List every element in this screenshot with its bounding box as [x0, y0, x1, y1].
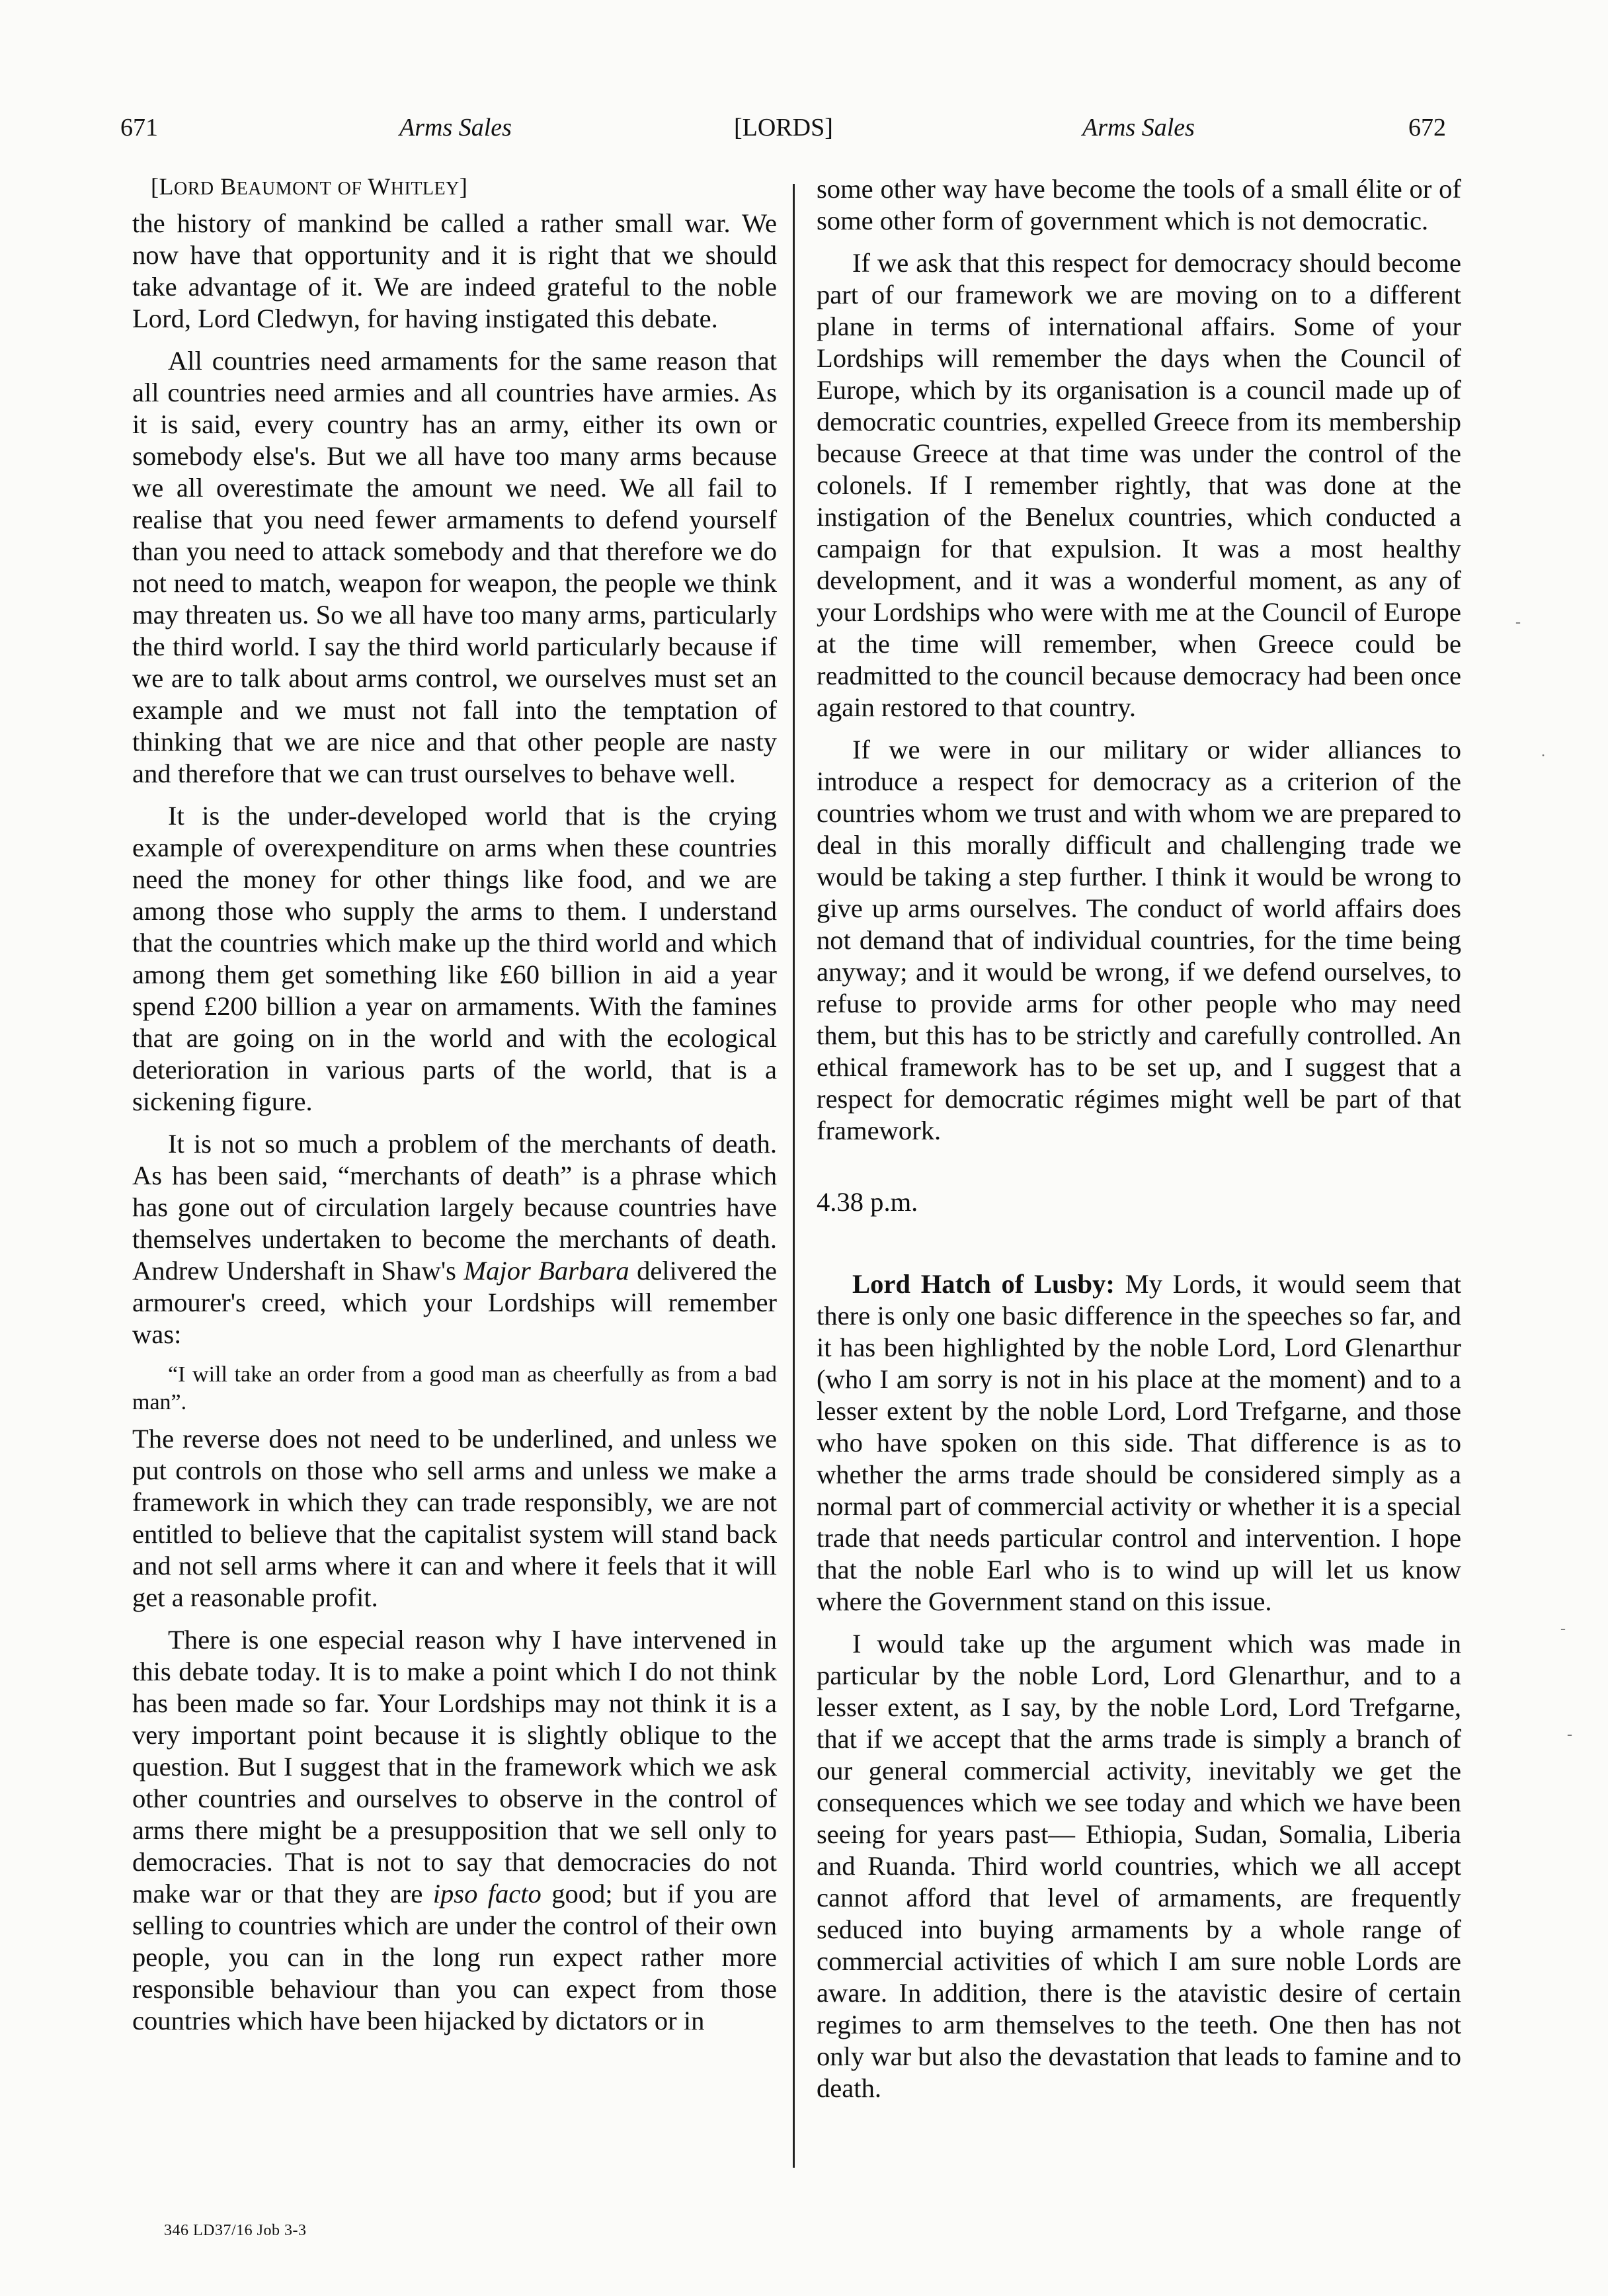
time-stamp: 4.38 p.m.: [817, 1187, 918, 1217]
left-column: [132, 173, 777, 2047]
book-title: Major Barbara: [463, 1256, 629, 1286]
paragraph: It is not so much a problem of the merchants of death. As has been said, “merchants of death” is a phrase which has gone out of circulation largely because countries have themselves undertaken to become the merchants of death. Andrew Undershaft in Shaw's Major Barbara delivered the armourer's creed, which your Lordships will remember was:: [132, 1129, 777, 1349]
paragraph: the history of mankind be called a rather small war. We now have that opportunity and it is right that we should take advantage of it. We are indeed grateful to the noble Lord, Lord Cledwyn, for having instigated this debate.: [132, 208, 777, 333]
paragraph: I would take up the argument which was made in particular by the noble Lord, Lord Glenarthur, and to a lesser extent, as I say, by the noble Lord, Lord Trefgarne, that if we accept that the arms trade is simply a branch of our general commercial activity, inevitably we get the consequences which we see today and which we have been seeing for years past— Ethiopia, Sudan, Somalia, Liberia and Ruanda. Third world countries, which we all accept cannot afford that level of armaments, are frequently seduced into buying armaments by a whole range of commercial activities of which I am sure noble Lords are aware. In addition, there is the atavistic desire of certain regimes to arm themselves to the teeth. One then has not only war but also the devastation that leads to famine and to death.: [817, 1629, 1461, 2103]
paragraph: All countries need armaments for the same reason that all countries need armies and all countries have armies. As it is said, every country has an army, either its own or somebody else's. But we all have too many arms because we all overestimate the amount we need. We all fail to realise that you need fewer armaments to defend yourself than you need to attack somebody and that therefore we do not need to match, weapon for weapon, the people we think may threaten us. So we all have too many arms, particularly the third world. I say the third world particularly because if we are to talk about arms control, we ourselves must set an example and we must not fall into the temptation of thinking that we are nice and that other people are nasty and therefore that we can trust ourselves to behave well.: [132, 346, 777, 788]
paragraph: If we were in our military or wider alliances to introduce a respect for democracy as a criterion of the countries whom we trust and with whom we are prepared to deal in this morally difficult and challenging trade we would be taking a step further. I think it would be wrong to give up arms ourselves. The conduct of world affairs does not demand that of individual countries, for the time being anyway; and it would be wrong, if we defend ourselves, to refuse to provide arms for other people who may need them, but this has to be strictly and carefully controlled. An ethical framework has to be set up, and I suggest that a respect for democratic régimes might well be part of that framework.: [817, 735, 1461, 1145]
margin-mark: ·: [1541, 747, 1546, 764]
paragraph: If we ask that this respect for democracy should become part of our framework we are moving on to a different plane in terms of international affairs. Some of your Lordships will remember the days when the Council of Europe, which by its organisation is a council made up of democratic countries, expelled Greece from its membership because Greece at that time was under the control of the colonels. If I remember rightly, that was done at the instigation of the Benelux countries, which conducted a campaign for that expulsion. It was a most healthy development, and it was a wonderful moment, as any of your Lordships who were with me at the Council of Europe at the time will remember, when Greece could be readmitted to the council because democracy had been once again restored to that country.: [817, 248, 1461, 722]
block-quote: “I will take an order from a good man as cheerfully as from a bad man”.: [132, 1362, 777, 1414]
speaker-continuation-label: [LORD BEAUMONT OF WHITLEY]: [151, 173, 468, 200]
paragraph: The reverse does not need to be underlined, and unless we put controls on those who sell arms and unless we make a framework in which they can trade responsibly, we are not entitled to believe that the capitalist system will stand back and not sell arms where it can and where it feels that it will get a reasonable profit.: [132, 1424, 777, 1612]
speaker-name: Lord Hatch of Lusby:: [852, 1269, 1115, 1299]
right-column: [817, 173, 1461, 2115]
paragraph: It is the under-developed world that is the crying example of overexpenditure on arms when these countries need the money for other things like food, and we are among those who supply the arms to them. I understand that the countries which make up the third world and which among them get something like £60 billion in aid a year spend £200 billion a year on armaments. With the famines that are going on in the world and with the ecological deterioration in various parts of the world, that is a sickening figure.: [132, 801, 777, 1116]
latin-phrase: ipso facto: [432, 1879, 542, 1908]
margin-mark: -: [1515, 614, 1521, 631]
margin-mark: -: [1567, 1726, 1572, 1743]
column-divider: [793, 184, 795, 2168]
page-number-left: 671: [120, 114, 158, 142]
margin-mark: -: [1560, 1620, 1566, 1637]
running-title-right: Arms Sales: [1082, 114, 1195, 142]
paragraph: some other way have become the tools of a small élite or of some other form of government which is not democratic.: [817, 174, 1461, 235]
paragraph: There is one especial reason why I have intervened in this debate today. It is to make a point which I do not think has been made so far. Your Lordships may not think it is a very important point because it is slightly oblique to the question. But I suggest that in the framework which we ask other countries and ourselves to observe in the control of arms there might be a presupposition that we sell only to democracies. That is not to say that democracies do not make war or that they are ipso facto good; but if you are selling to countries which are under the control of their own people, you can in the long run expect rather more responsible behaviour than you can expect from those countries which have been hijacked by dictators or in: [132, 1625, 777, 2035]
page-number-right: 672: [1408, 114, 1446, 142]
house-label: [LORDS]: [734, 114, 833, 142]
print-job-code: 346 LD37/16 Job 3-3: [164, 2222, 307, 2239]
running-title-left: Arms Sales: [399, 114, 512, 142]
paragraph: Lord Hatch of Lusby: My Lords, it would seem that there is only one basic difference in the speeches so far, and it has been highlighted by the noble Lord, Lord Glenarthur (who I am sorry is not in his place at the moment) and to a lesser extent by the noble Lord, Lord Trefgarne, and those who have spoken on this side. That difference is as to whether the arms trade should be considered simply as a normal part of commercial activity or whether it is a special trade that needs particular control and intervention. I hope that the noble Earl who is to wind up will let us know where the Government stand on this issue.: [817, 1269, 1461, 1616]
